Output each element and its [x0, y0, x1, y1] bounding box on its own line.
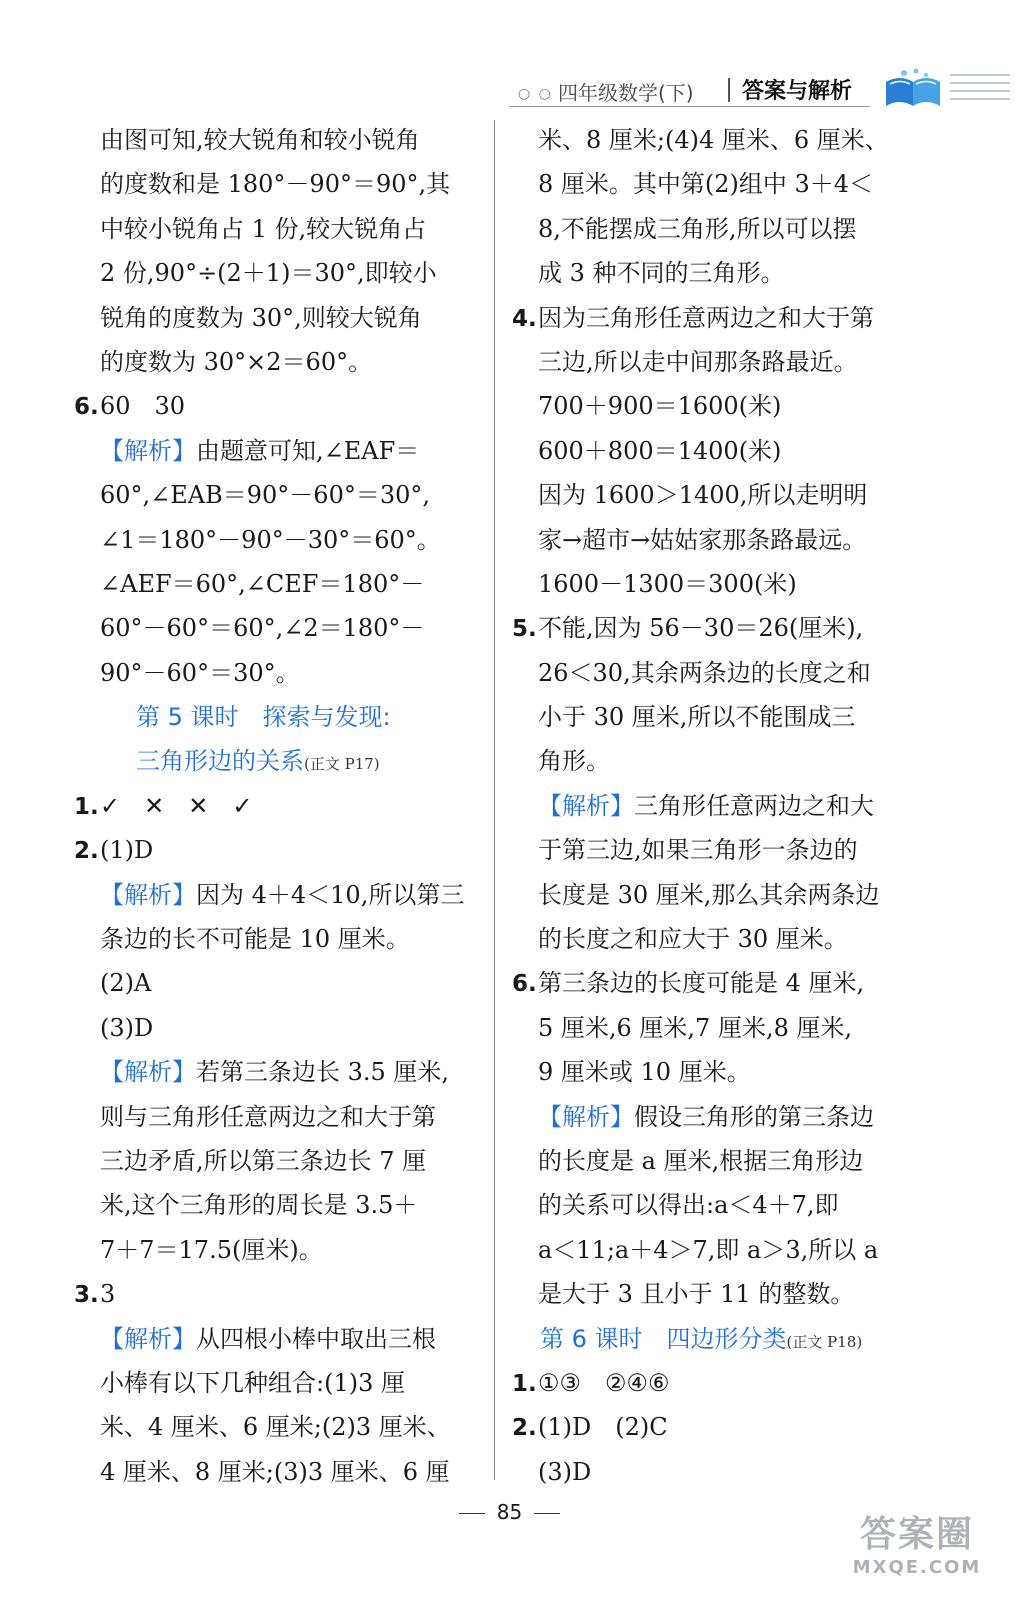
text-line: 因为 1600＞1400,所以走明明 — [538, 481, 868, 510]
text-line: 小棒有以下几种组合:(1)3 厘 — [100, 1368, 405, 1397]
text-line: 米、4 厘米、6 厘米;(2)3 厘米、 — [100, 1413, 451, 1442]
analysis-text: 由题意可知,∠EAF＝ — [196, 436, 420, 465]
question-line — [74, 1272, 494, 1316]
analysis-tag: 【解析】 — [538, 1102, 634, 1131]
text-line: 中较小锐角占 1 份,较大锐角占 — [100, 214, 427, 243]
text-line: 7＋7＝17.5(厘米)。 — [100, 1235, 323, 1264]
analysis-text: 若第三条边长 3.5 厘米, — [196, 1058, 450, 1087]
question-number: 4. — [512, 305, 537, 332]
analysis-text: 因为 4＋4＜10,所以第三 — [196, 880, 465, 909]
analysis-line — [74, 429, 494, 473]
text-line: 26＜30,其余两条边的长度之和 — [538, 658, 871, 687]
analysis-text: 从四根小棒中取出三根 — [196, 1324, 436, 1353]
analysis-line — [74, 1317, 494, 1361]
header-stripes — [950, 74, 1010, 106]
text-line: 5 厘米,6 厘米,7 厘米,8 厘米, — [538, 1013, 853, 1042]
text-line: 则与三角形任意两边之和大于第 — [100, 1102, 436, 1131]
text-line: 米,这个三角形的周长是 3.5＋ — [100, 1191, 418, 1220]
text-line: ∠1＝180°－90°－30°＝60°。 — [100, 525, 441, 554]
question-number: 6. — [512, 971, 537, 998]
text-line: 于第三边,如果三角形一条边的 — [538, 836, 858, 865]
question-number: 3. — [74, 1282, 99, 1309]
answer-text: ✓ ✕ ✕ ✓ — [100, 791, 253, 820]
column-divider — [494, 120, 495, 1480]
text-line: 的长度之和应大于 30 厘米。 — [538, 925, 848, 954]
watermark-url: MXQE.COM — [852, 1557, 982, 1578]
text-line: 600＋800＝1400(米) — [538, 436, 782, 465]
page-number: 85 — [496, 1500, 523, 1524]
page-header — [510, 68, 1010, 112]
section-page-ref: (正文 P18) — [786, 1332, 863, 1351]
analysis-tag: 【解析】 — [100, 436, 196, 465]
text-line: 小于 30 厘米,所以不能围成三 — [538, 703, 856, 732]
section-title: 三角形边的关系 — [136, 747, 304, 776]
text-line: 60°,∠EAB＝90°－60°＝30°, — [100, 481, 431, 510]
answer-text: (1)D — [100, 836, 154, 865]
section-heading — [74, 695, 494, 739]
text-line: a＜11;a＋4＞7,即 a＞3,所以 a — [538, 1235, 879, 1264]
text-line: 锐角的度数为 30°,则较大锐角 — [100, 303, 422, 332]
text-line: 8 厘米。其中第(2)组中 3＋4＜ — [538, 170, 874, 199]
right-column — [512, 118, 932, 1494]
watermark — [837, 1506, 997, 1578]
answer-text: 因为三角形任意两边之和大于第 — [538, 303, 874, 332]
text-line: 2 份,90°÷(2＋1)＝30°,即较小 — [100, 259, 437, 288]
left-column — [74, 118, 494, 1494]
text-line: 由图可知,较大锐角和较小锐角 — [100, 126, 420, 154]
analysis-text: 假设三角形的第三条边 — [634, 1102, 874, 1131]
text-line: 700＋900＝1600(米) — [538, 392, 782, 421]
analysis-line — [512, 784, 932, 828]
header-title: 答案与解析 — [742, 79, 853, 104]
answer-text: (1)D (2)C — [538, 1413, 668, 1442]
text-line: (2)A — [100, 969, 152, 998]
analysis-line — [74, 873, 494, 917]
question-line — [512, 1361, 932, 1405]
text-line: 三边矛盾,所以第三条边长 7 厘 — [100, 1146, 427, 1175]
text-line: 90°－60°＝30°。 — [100, 658, 300, 687]
question-line — [512, 961, 932, 1005]
question-number: 1. — [74, 793, 99, 820]
section-page-ref: (正文 P17) — [304, 755, 380, 774]
footer-dash-left — [459, 1513, 485, 1514]
header-rule — [510, 106, 870, 107]
question-line — [512, 1405, 932, 1449]
analysis-tag: 【解析】 — [100, 880, 196, 909]
question-number: 1. — [512, 1370, 537, 1397]
answer-text: 不能,因为 56－30＝26(厘米), — [538, 614, 864, 643]
section-title: 第 5 课时 探索与发现: — [136, 703, 391, 732]
header-dots: ○ ○ — [518, 86, 553, 102]
question-line — [512, 606, 932, 650]
text-line: 的度数为 30°×2＝60°。 — [100, 347, 373, 376]
question-number: 2. — [74, 838, 99, 865]
text-line: 条边的长不可能是 10 厘米。 — [100, 925, 410, 954]
answer-text: ①③ ②④⑥ — [538, 1368, 670, 1397]
analysis-line — [74, 1050, 494, 1094]
section-heading — [512, 1317, 932, 1361]
analysis-tag: 【解析】 — [100, 1324, 196, 1353]
open-book-icon — [882, 68, 944, 110]
text-line: 三边,所以走中间那条路最近。 — [538, 347, 858, 376]
text-line: 米、8 厘米;(4)4 厘米、6 厘米、 — [538, 126, 889, 154]
footer-dash-right — [534, 1513, 560, 1514]
answer-text: 第三条边的长度可能是 4 厘米, — [538, 969, 865, 998]
answer-text: 60 30 — [100, 392, 186, 421]
text-line: 的关系可以得出:a＜4＋7,即 — [538, 1191, 839, 1220]
analysis-text: 三角形任意两边之和大 — [634, 791, 874, 820]
analysis-tag: 【解析】 — [100, 1058, 196, 1087]
analysis-line — [512, 1095, 932, 1139]
question-line — [74, 784, 494, 828]
text-line: 4 厘米、8 厘米;(3)3 厘米、6 厘 — [100, 1457, 450, 1486]
text-line: 长度是 30 厘米,那么其余两条边 — [538, 880, 880, 909]
text-line: 60°－60°＝60°,∠2＝180°－ — [100, 614, 425, 643]
text-line: 是大于 3 且小于 11 的整数。 — [538, 1280, 855, 1309]
answer-text: 3 — [100, 1280, 116, 1309]
question-number: 6. — [74, 394, 99, 421]
text-line: 角形。 — [538, 747, 610, 776]
question-line — [74, 828, 494, 872]
text-line: 成 3 种不同的三角形。 — [538, 259, 785, 288]
text-line: (3)D — [100, 1013, 154, 1042]
section-heading — [74, 739, 494, 783]
question-line — [512, 296, 932, 340]
watermark-logo: 答案圈 — [859, 1514, 974, 1555]
text-line: 9 厘米或 10 厘米。 — [538, 1058, 751, 1087]
question-number: 5. — [512, 616, 537, 643]
text-line: 8,不能摆成三角形,所以可以摆 — [538, 214, 857, 243]
header-separator — [728, 78, 730, 102]
section-title: 第 6 课时 四边形分类 — [540, 1324, 787, 1353]
text-line: (3)D — [538, 1457, 592, 1486]
text-line: 1600－1300＝300(米) — [538, 569, 797, 598]
text-line: 家→超市→姑姑家那条路最远。 — [538, 525, 867, 554]
text-line: 的度数和是 180°－90°＝90°,其 — [100, 170, 451, 199]
question-line — [74, 384, 494, 428]
analysis-tag: 【解析】 — [538, 791, 634, 820]
question-number: 2. — [512, 1415, 537, 1442]
header-grade: 四年级数学(下) — [558, 81, 694, 105]
text-line: 的长度是 a 厘米,根据三角形边 — [538, 1146, 864, 1175]
text-line: ∠AEF＝60°,∠CEF＝180°－ — [100, 569, 425, 598]
